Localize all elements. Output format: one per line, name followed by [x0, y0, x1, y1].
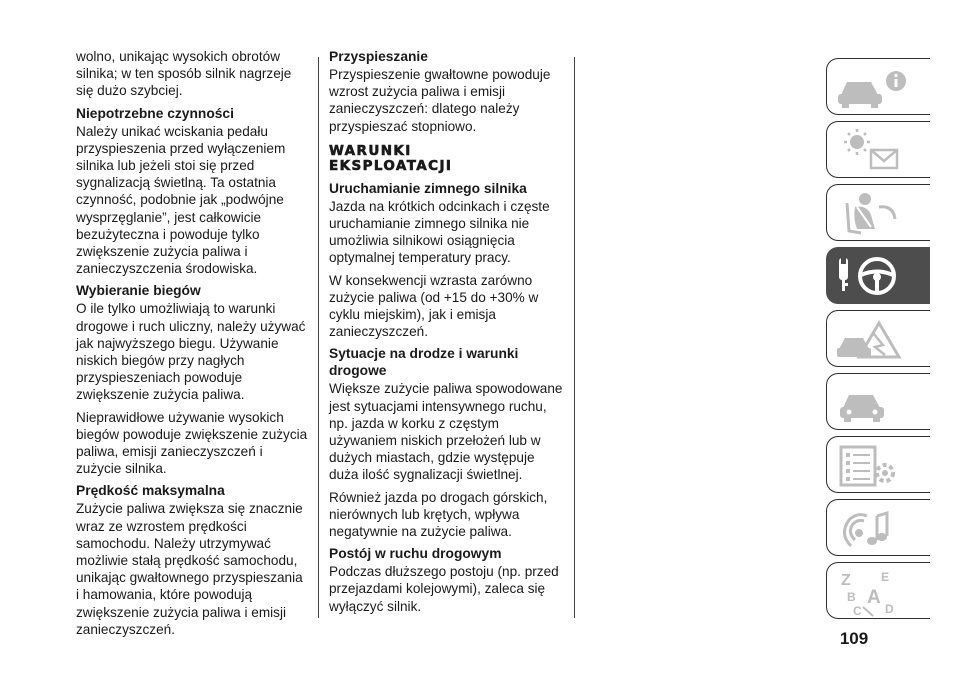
chapter-heading-line2: EKSPLOATACJI [329, 157, 453, 174]
section-text-road-conditions-2: Również jazda po drogach górskich, nierównych lub krętych, wpływa negatywnie na zużycie paliwa. [329, 489, 548, 540]
section-title-road-conditions: Sytuacje na drodze i warunki drogowe [329, 346, 519, 379]
chapter-heading [329, 144, 565, 174]
intro-paragraph: wolno, unikając wysokich obrotów silnika; w ten sposób silnik nagrzeje się dużo szybciej. [76, 49, 292, 99]
index-letter-e: E [881, 570, 890, 584]
index-icon [827, 563, 931, 620]
column-divider-right [574, 57, 575, 618]
tab-vehicle-info[interactable] [826, 58, 930, 115]
warning-lights-icon [827, 122, 931, 179]
chapter-heading-line1: WARUNKI [329, 142, 412, 159]
road-emergency-icon [827, 311, 931, 368]
section-title-traffic-stop: Postój w ruchu drogowym [329, 546, 502, 562]
tab-seat-safety[interactable] [826, 184, 930, 241]
section-title-max-speed: Prędkość maksymalna [76, 483, 225, 499]
chapter-tabs [826, 58, 930, 625]
section-title-gear-selection: Wybieranie biegów [76, 283, 201, 299]
section-title-unnecessary-actions: Niepotrzebne czynności [76, 105, 234, 121]
section-text-cold-start-1: Jazda na krótkich odcinkach i częste uruchamianie zimnego silnika nie umożliwia silnikowi osiągnięcia optymalnej temperatury pracy. [329, 198, 550, 266]
car-info-icon [827, 59, 931, 116]
section-title-cold-start: Uruchamianie zimnego silnika [329, 180, 527, 196]
section-text-cold-start-2: W konsekwencji wzrasta zarówno zużycie paliwa (od +15 do +30% w cyklu miejskim), jak i emisja zanieczyszczeń. [329, 272, 539, 340]
right-column [329, 48, 565, 620]
tab-starting-driving[interactable] [826, 247, 930, 304]
section-text-unnecessary-actions: Należy unikać wciskania pedału przyspieszenia przed wyłączeniem silnika lub jeżeli stoi się przed sygnalizacją świetlną. Ta ostatnia czynność, podobnie jak „podwójne wysprzęglanie”, jest całkowicie bezużyteczna i powoduje tylko zwiększenie zużycia paliwa i zanieczyszczenia środowiska. [76, 123, 286, 277]
technical-data-icon [827, 437, 931, 494]
tab-technical-data[interactable] [826, 436, 930, 493]
section-text-max-speed: Zużycie paliwa zwiększa się znacznie wraz ze wzrostem prędkości samochodu. Należy utrzymywać możliwie stałą prędkość samochodu, unikając gwałtownego przyspieszania i hamowania, które powodują zwiększenie zużycia paliwa i emisji zanieczyszczeń. [76, 501, 303, 637]
section-text-traffic-stop: Podczas dłuższego postoju (np. przed przejazdami kolejowymi), zaleca się wyłączyć silnik. [329, 564, 559, 614]
tab-warning-lights[interactable] [826, 121, 930, 178]
section-title-acceleration: Przyspieszanie [329, 49, 428, 64]
index-letter-a: A [867, 587, 881, 608]
left-column [76, 48, 308, 643]
page-number: 109 [839, 629, 869, 648]
tab-maintenance[interactable] [826, 373, 930, 430]
car-maintenance-icon [827, 374, 931, 431]
section-text-gear-selection-2: Nieprawidłowe używanie wysokich biegów powoduje zwiększenie zużycia paliwa, emisji zanieczyszczeń i zużycie silnika. [76, 409, 308, 477]
tab-emergency[interactable] [826, 310, 930, 367]
multimedia-icon [827, 500, 931, 557]
seat-safety-icon [827, 185, 931, 242]
section-text-gear-selection-1: O ile tylko umożliwiają to warunki drogowe i ruch uliczny, należy używać jak najwyższego biegu. Używanie niskich biegów przy nagłych przyspieszeniach powoduje zwiększenie zużycia paliwa. [76, 301, 306, 403]
section-text-acceleration: Przyspieszenie gwałtowne powoduje wzrost zużycia paliwa i emisji zanieczyszczeń: dlatego należy przyspieszać stopniowo. [329, 67, 551, 134]
tab-index[interactable] [826, 562, 930, 619]
index-letter-b: B [847, 590, 856, 604]
index-letter-z: Z [841, 572, 851, 589]
column-divider-left [318, 57, 319, 618]
key-steering-wheel-icon [827, 248, 931, 305]
tab-multimedia[interactable] [826, 499, 930, 556]
index-letter-c: C [853, 604, 862, 618]
section-text-road-conditions-1: Większe zużycie paliwa spowodowane jest sytuacjami intensywnego ruchu, np. jazda w korku z częstym używaniem niskich przełożeń lub w dużych miastach, gdzie występuje duża ilość sygnalizacji świetlnej. [329, 381, 563, 483]
index-letter-d: D [885, 602, 894, 616]
